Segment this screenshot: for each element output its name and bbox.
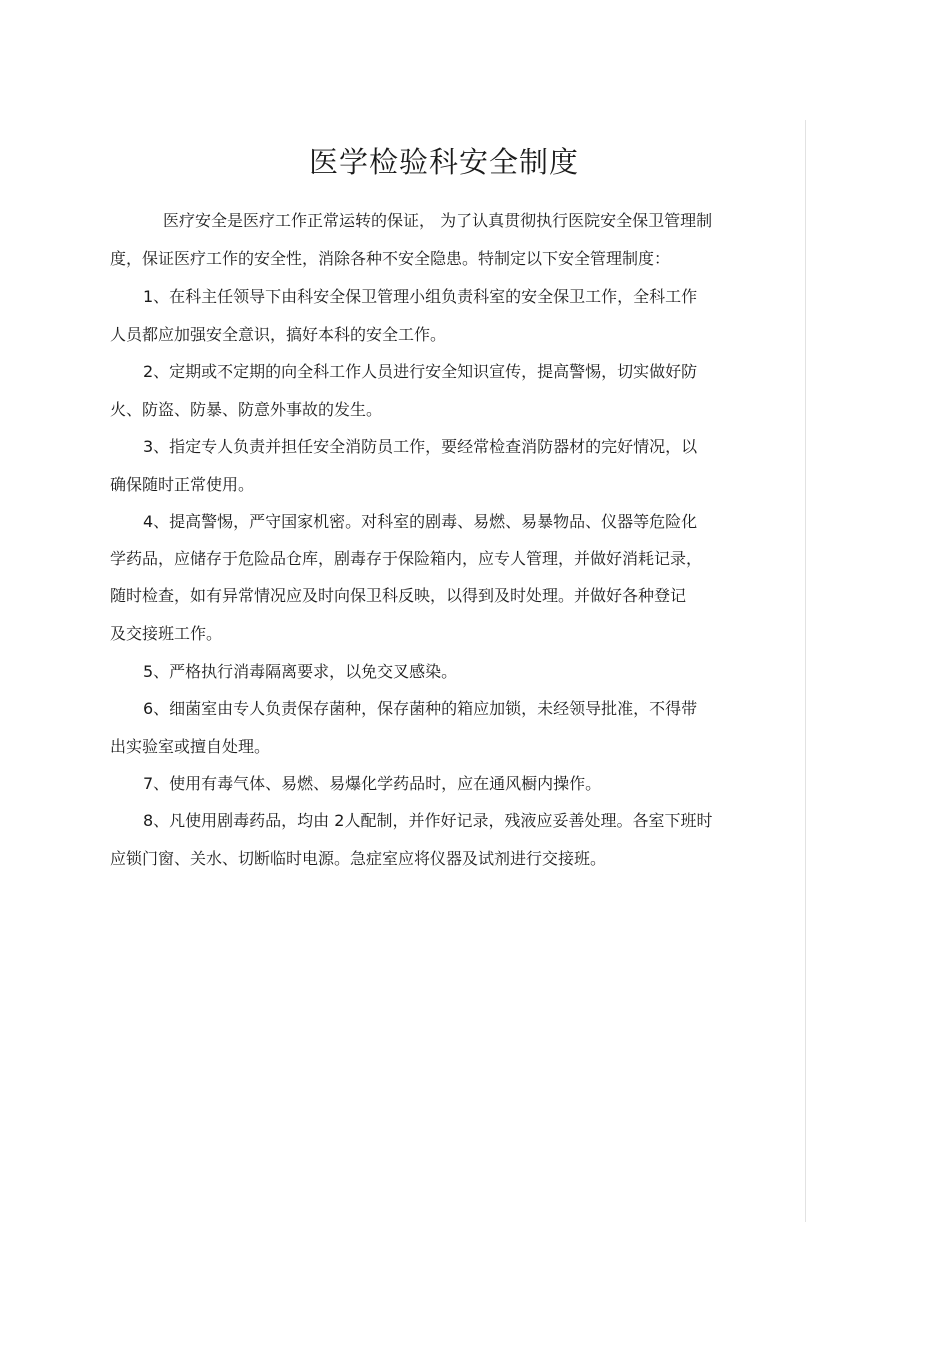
item-1-line-1: 1、在科主任领导下由科安全保卫管理小组负责科室的安全保卫工作，全科工作 bbox=[143, 287, 698, 306]
item-8-line-1: 8、凡使用剧毒药品，均由 2人配制，并作好记录，残液应妥善处理。各室下班时 bbox=[143, 811, 713, 830]
item-3-line-2: 确保随时正常使用。 bbox=[110, 475, 255, 494]
item-6-line-2: 出实验室或擅自处理。 bbox=[110, 737, 271, 756]
item-8-line-2: 应锁门窗、关水、切断临时电源。急症室应将仪器及试剂进行交接班。 bbox=[110, 849, 607, 868]
item-2-line-2: 火、防盗、防暴、防意外事故的发生。 bbox=[110, 400, 383, 419]
item-4-line-1: 4、提高警惕，严守国家机密。对科室的剧毒、易燃、易暴物品、仪器等危险化 bbox=[143, 512, 698, 531]
item-1-line-2: 人员都应加强安全意识，搞好本科的安全工作。 bbox=[110, 325, 447, 344]
item-7-line-1: 7、使用有毒气体、易燃、易爆化学药品时，应在通风橱内操作。 bbox=[143, 774, 602, 793]
item-4-line-2: 学药品，应储存于危险品仓库，剧毒存于保险箱内，应专人管理，并做好消耗记录， bbox=[110, 549, 703, 568]
page-edge-rule bbox=[805, 120, 806, 1222]
item-2-line-1: 2、定期或不定期的向全科工作人员进行安全知识宣传，提高警惕，切实做好防 bbox=[143, 362, 698, 381]
item-6-line-1: 6、细菌室由专人负责保存菌种，保存菌种的箱应加锁，未经领导批准，不得带 bbox=[143, 699, 698, 718]
intro-line-1: 医疗安全是医疗工作正常运转的保证， 为了认真贯彻执行医院安全保卫管理制 bbox=[163, 211, 713, 230]
item-5-line-1: 5、严格执行消毒隔离要求，以免交叉感染。 bbox=[143, 662, 458, 681]
intro-line-2: 度，保证医疗工作的安全性，消除各种不安全隐患。特制定以下安全管理制度： bbox=[110, 249, 671, 268]
item-4-line-3: 随时检查，如有异常情况应及时向保卫科反映，以得到及时处理。并做好各种登记 bbox=[110, 586, 687, 605]
item-3-line-1: 3、指定专人负责并担任安全消防员工作，要经常检查消防器材的完好情况，以 bbox=[143, 437, 698, 456]
document-title: 医学检验科安全制度 bbox=[308, 145, 579, 179]
item-4-line-4: 及交接班工作。 bbox=[110, 624, 223, 643]
